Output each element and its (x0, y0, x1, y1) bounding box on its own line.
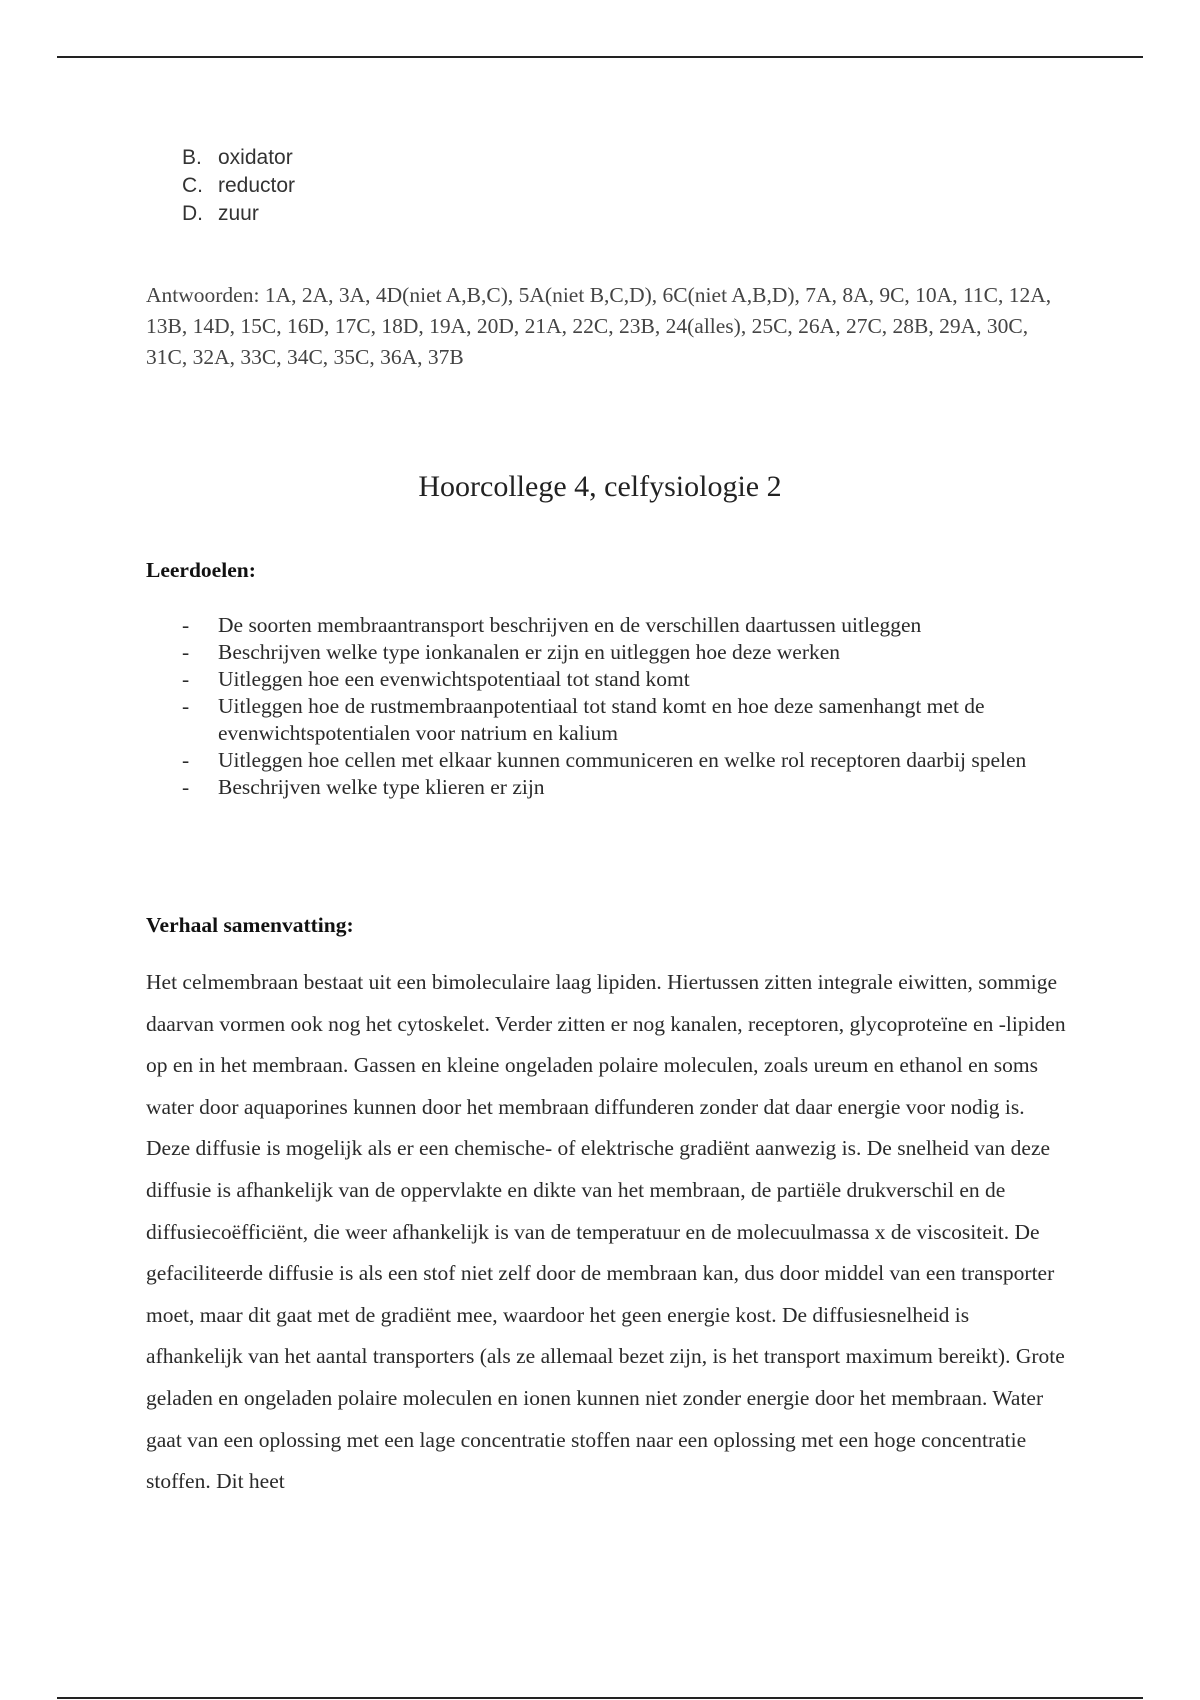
goals-list (146, 612, 1066, 801)
option-text: reductor (218, 174, 296, 197)
summary-paragraph: Het celmembraan bestaat uit een bimoleculaire laag lipiden. Hiertussen zitten integrale eiwitten, sommige daarvan vormen ook nog het cytoskelet. Verder zitten er nog kanalen, receptoren, glycoproteïne en -lipiden op en in het membraan. Gassen en kleine ongeladen polaire moleculen, zoals ureum en ethanol en soms water door aquaporines kunnen door het membraan diffunderen zonder dat daar energie voor nodig is. Deze diffusie is mogelijk als er een chemische- of elektrische gradiënt aanwezig is. De snelheid van deze diffusie is afhankelijk van de oppervlakte en dikte van het membraan, de partiële drukverschil en de diffusiecoëfficiënt, die weer afhankelijk is van de temperatuur en de molecuulmassa x de viscositeit. De gefaciliteerde diffusie is als een stof niet zelf door de membraan kan, dus door middel van een transporter moet, maar dit gaat met de gradiënt mee, waardoor het geen energie kost. De diffusiesnelheid is afhankelijk van het aantal transporters (als ze allemaal bezet zijn, is het transport maximum bereikt). Grote geladen en ongeladen polaire moleculen en ionen kunnen niet zonder energie door het membraan. Water gaat van een oplossing met een lage concentratie stoffen naar een oplossing met een hoge concentratie stoffen. Dit heet (146, 970, 1066, 1494)
goal-text: Uitleggen hoe cellen met elkaar kunnen communiceren en welke rol receptoren daarbij spelen (218, 748, 1027, 772)
summary-heading: Verhaal samenvatting: (146, 913, 354, 937)
goal-text: Uitleggen hoe de rustmembraanpotentiaal tot stand komt en hoe deze samenhangt met de evenwichtspotentialen voor natrium en kalium (218, 694, 985, 745)
goals-heading: Leerdoelen: (146, 558, 256, 582)
goal-text: Beschrijven welke type ionkanalen er zijn en uitleggen hoe deze werken (218, 640, 841, 664)
list-dash: - (182, 640, 190, 664)
option-row (182, 200, 295, 228)
list-item (146, 693, 1066, 747)
option-letter: B. (182, 146, 202, 169)
goal-text: De soorten membraantransport beschrijven en de verschillen daartussen uitleggen (218, 613, 922, 637)
list-dash: - (182, 748, 190, 772)
list-item (146, 666, 1066, 693)
list-dash: - (182, 667, 190, 691)
goal-text: Beschrijven welke type klieren er zijn (218, 775, 545, 799)
option-letter: D. (182, 202, 203, 225)
list-item (146, 612, 1066, 639)
answer-key: Antwoorden: 1A, 2A, 3A, 4D(niet A,B,C), 5A(niet B,C,D), 6C(niet A,B,D), 7A, 8A, 9C, 10A, 11C, 12A, 13B, 14D, 15C, 16D, 17C, 18D, 19A, 20D, 21A, 22C, 23B, 24(alles), 25C, 26A, 27C, 28B, 29A, 30C, 31C, 32A, 33C, 34C, 35C, 36A, 37B (146, 283, 1052, 369)
top-rule (57, 56, 1143, 58)
option-row (182, 172, 295, 200)
list-item (146, 747, 1066, 774)
list-item (146, 639, 1066, 666)
option-row (182, 144, 295, 172)
list-dash: - (182, 775, 190, 799)
list-dash: - (182, 694, 190, 718)
goal-text: Uitleggen hoe een evenwichtspotentiaal tot stand komt (218, 667, 690, 691)
list-item (146, 774, 1066, 801)
bottom-rule (57, 1697, 1143, 1699)
option-letter: C. (182, 174, 203, 197)
option-text: zuur (218, 202, 259, 225)
lecture-title: Hoorcollege 4, celfysiologie 2 (418, 470, 782, 503)
list-dash: - (182, 613, 190, 637)
option-text: oxidator (218, 146, 293, 169)
answer-options (182, 144, 295, 228)
